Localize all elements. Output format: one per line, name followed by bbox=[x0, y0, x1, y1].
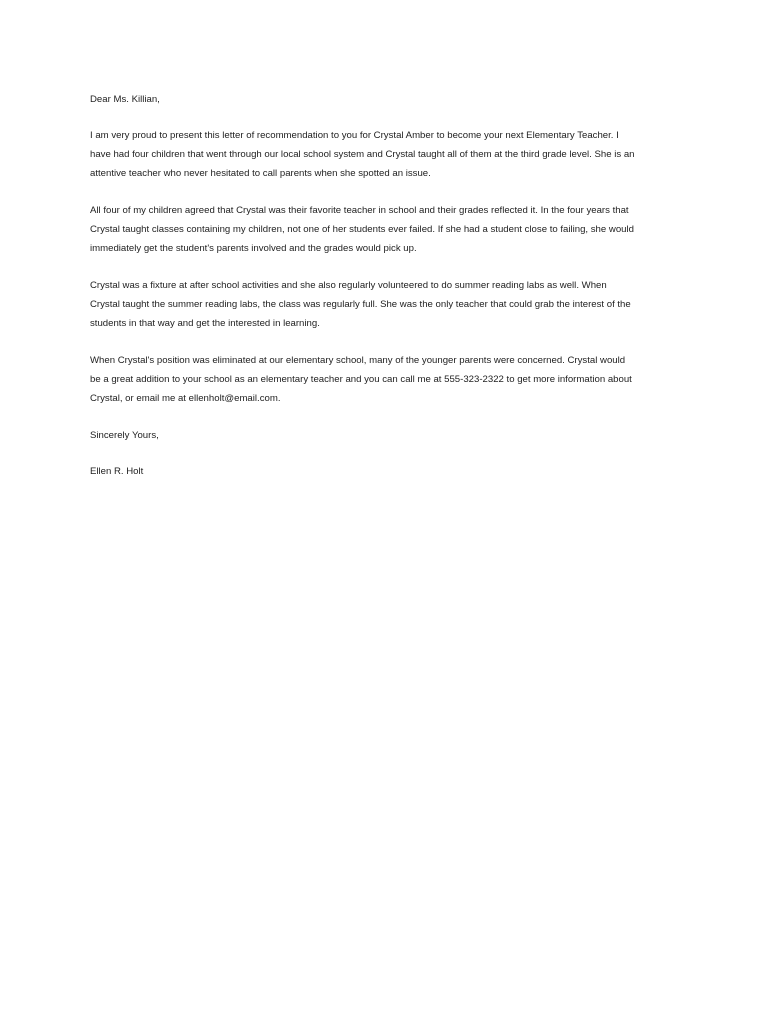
letter-closing: Sincerely Yours, bbox=[90, 430, 159, 441]
recommendation-letter bbox=[90, 90, 635, 499]
letter-paragraph-3: Crystal was a fixture at after school activities and she also regularly volunteered to do summer reading labs as well. When Crystal taught the summer reading labs, the class was regularly full. She was the only teacher that could grab the interest of the students in that way and get the interested in learning. bbox=[90, 280, 631, 329]
letter-salutation: Dear Ms. Killian, bbox=[90, 94, 160, 105]
letter-paragraph-4: When Crystal's position was eliminated at our elementary school, many of the younger parents were concerned. Crystal would be a great addition to your school as an elementary teacher and you can call me at 555-323-2322 to get more information about Crystal, or email me at ellenholt@email.com. bbox=[90, 355, 632, 404]
letter-signature: Ellen R. Holt bbox=[90, 466, 144, 477]
letter-paragraph-2: All four of my children agreed that Crystal was their favorite teacher in school and their grades reflected it. In the four years that Crystal taught classes containing my children, not one of her students ever failed. If she had a student close to failing, she would immediately get the student's parents involved and the grades would pick up. bbox=[90, 205, 634, 254]
letter-paragraph-1: I am very proud to present this letter of recommendation to you for Crystal Amber to become your next Elementary Teacher. I have had four children that went through our local school system and Crystal taught all of them at the third grade level. She is an attentive teacher who never hesitated to call parents when she spotted an issue. bbox=[90, 130, 635, 179]
